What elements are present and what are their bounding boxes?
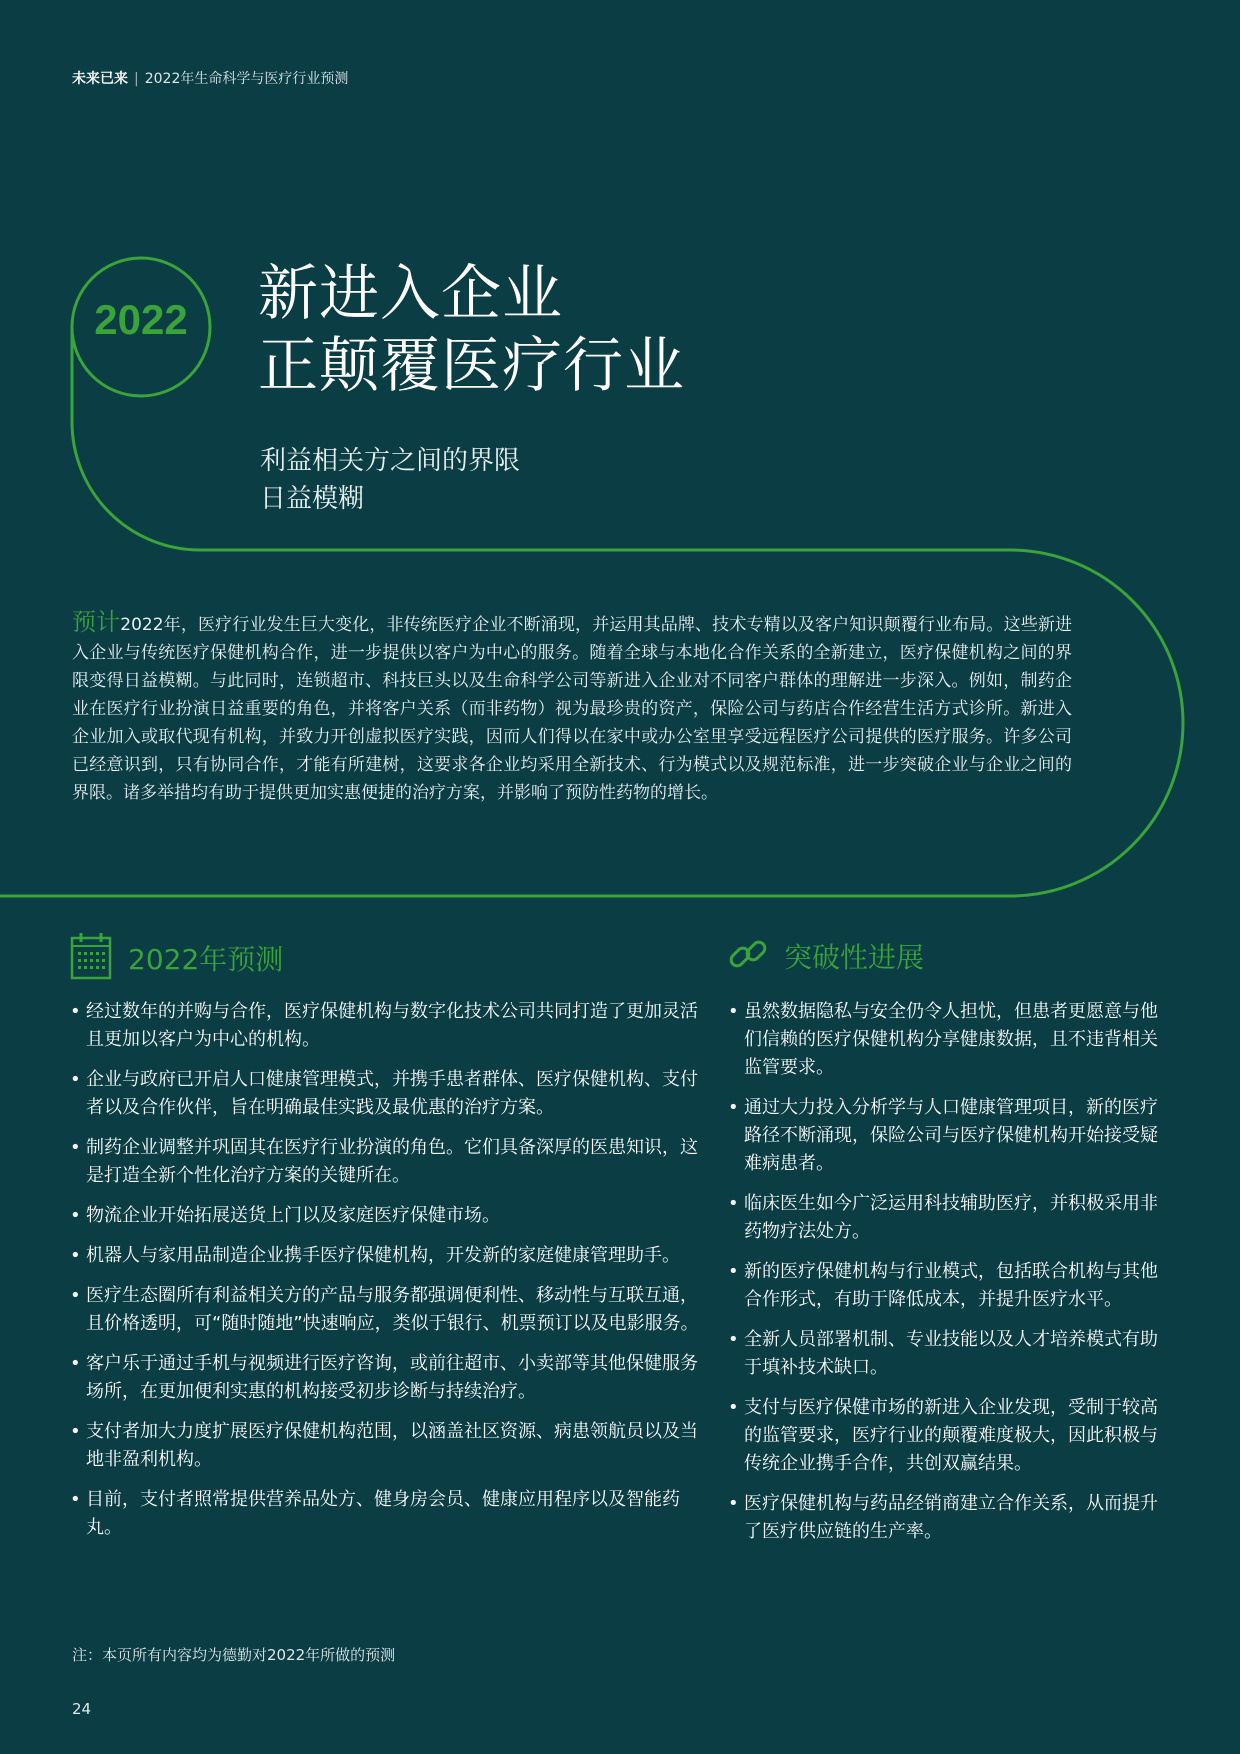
intro-paragraph — [72, 608, 1072, 807]
predictions-header — [70, 932, 283, 984]
list-item: • 支付与医疗保健市场的新进入企业发现，受制于较高的监管要求，医疗行业的颠覆难度极大，因此积极与传统企业携手合作，共创双赢结果。 — [728, 1394, 1170, 1478]
page-subtitle — [260, 442, 520, 518]
list-item: • 全新人员部署机制、专业技能以及人才培养模式有助于填补技术缺口。 — [728, 1326, 1170, 1382]
list-item: • 虽然数据隐私与安全仍令人担忧，但患者更愿意与他们信赖的医疗保健机构分享健康数据，且不违背相关监管要求。 — [728, 998, 1170, 1082]
page-title — [258, 258, 685, 402]
list-item: • 制药企业调整并巩固其在医疗行业扮演的角色。它们具备深厚的医患知识，这是打造全新个性化治疗方案的关键所在。 — [70, 1134, 702, 1190]
list-item: • 新的医疗保健机构与行业模式，包括联合机构与其他合作形式，有助于降低成本，并提升医疗水平。 — [728, 1258, 1170, 1314]
header-title: 2022年生命科学与医疗行业预测 — [144, 71, 349, 87]
header-separator: | — [134, 71, 139, 87]
intro-text: 2022年，医疗行业发生巨大变化，非传统医疗企业不断涌现，并运用其品牌、技术专精以及客户知识颠覆行业布局。这些新进入企业与传统医疗保健机构合作，进一步提供以客户为中心的服务。随着全球与本地化合作关系的全新建立，医疗保健机构之间的界限变得日益模糊。与此同时，连锁超市、科技巨头以及生命科学公司等新进入企业对不同客户群体的理解进一步深入。例如，制药企业在医疗行业扮演日益重要的角色，并将客户关系（而非药物）视为最珍贵的资产，保险公司与药店合作经营生活方式诊所。新进入企业加入或取代现有机构，并致力开创虚拟医疗实践，因而人们得以在家中或办公室里享受远程医疗公司提供的医疗服务。许多公司已经意识到，只有协同合作，才能有所建树，这要求各企业均采用全新技术、行为模式以及规范标准，进一步突破企业与企业之间的界限。诸多举措均有助于提供更加实惠便捷的治疗方案，并影响了预防性药物的增长。 — [72, 615, 1072, 803]
list-item: • 经过数年的并购与合作，医疗保健机构与数字化技术公司共同打造了更加灵活且更加以客户为中心的机构。 — [70, 998, 702, 1054]
list-item: • 物流企业开始拓展送货上门以及家庭医疗保健市场。 — [70, 1202, 702, 1230]
list-item: • 医疗生态圈所有利益相关方的产品与服务都强调便利性、移动性与互联互通，且价格透明，可“随时随地”快速响应，类似于银行、机票预订以及电影服务。 — [70, 1282, 702, 1338]
header-brand: 未来已来 — [72, 71, 128, 87]
breakthroughs-header — [728, 934, 924, 978]
list-item: • 医疗保健机构与药品经销商建立合作关系，从而提升了医疗供应链的生产率。 — [728, 1490, 1170, 1546]
calendar-icon — [70, 932, 112, 984]
list-item: • 客户乐于通过手机与视频进行医疗咨询，或前往超市、小卖部等其他保健服务场所，在更加便利实惠的机构接受初步诊断与持续治疗。 — [70, 1350, 702, 1406]
breakthroughs-heading: 突破性进展 — [784, 941, 925, 974]
intro-lead-word: 预计 — [72, 608, 121, 636]
list-item: • 企业与政府已开启人口健康管理模式，并携手患者群体、医疗保健机构、支付者以及合作伙伴，旨在明确最佳实践及最优惠的治疗方案。 — [70, 1066, 702, 1122]
footnote: 注：本页所有内容均为德勤对2022年所做的预测 — [72, 1646, 396, 1664]
predictions-list — [70, 998, 702, 1554]
list-item: • 临床医生如今广泛运用科技辅助医疗，并积极采用非药物疗法处方。 — [728, 1190, 1170, 1246]
link-icon — [728, 934, 768, 978]
page-number: 24 — [72, 1700, 92, 1718]
year-badge: 2022 — [94, 296, 188, 343]
breakthroughs-list — [728, 998, 1170, 1558]
list-item: • 支付者加大力度扩展医疗保健机构范围，以涵盖社区资源、病患领航员以及当地非盈利机构。 — [70, 1418, 702, 1474]
list-item: • 机器人与家用品制造企业携手医疗保健机构，开发新的家庭健康管理助手。 — [70, 1242, 702, 1270]
title-line-1: 新进入企业 — [258, 259, 563, 329]
list-item: • 通过大力投入分析学与人口健康管理项目，新的医疗路径不断涌现，保险公司与医疗保健机构开始接受疑难病患者。 — [728, 1094, 1170, 1178]
title-line-2: 正颠覆医疗行业 — [258, 331, 685, 401]
list-item: • 目前，支付者照常提供营养品处方、健身房会员、健康应用程序以及智能药丸。 — [70, 1486, 702, 1542]
subtitle-line-2: 日益模糊 — [260, 484, 365, 514]
predictions-heading: 2022年预测 — [128, 943, 284, 976]
subtitle-line-1: 利益相关方之间的界限 — [260, 446, 521, 476]
